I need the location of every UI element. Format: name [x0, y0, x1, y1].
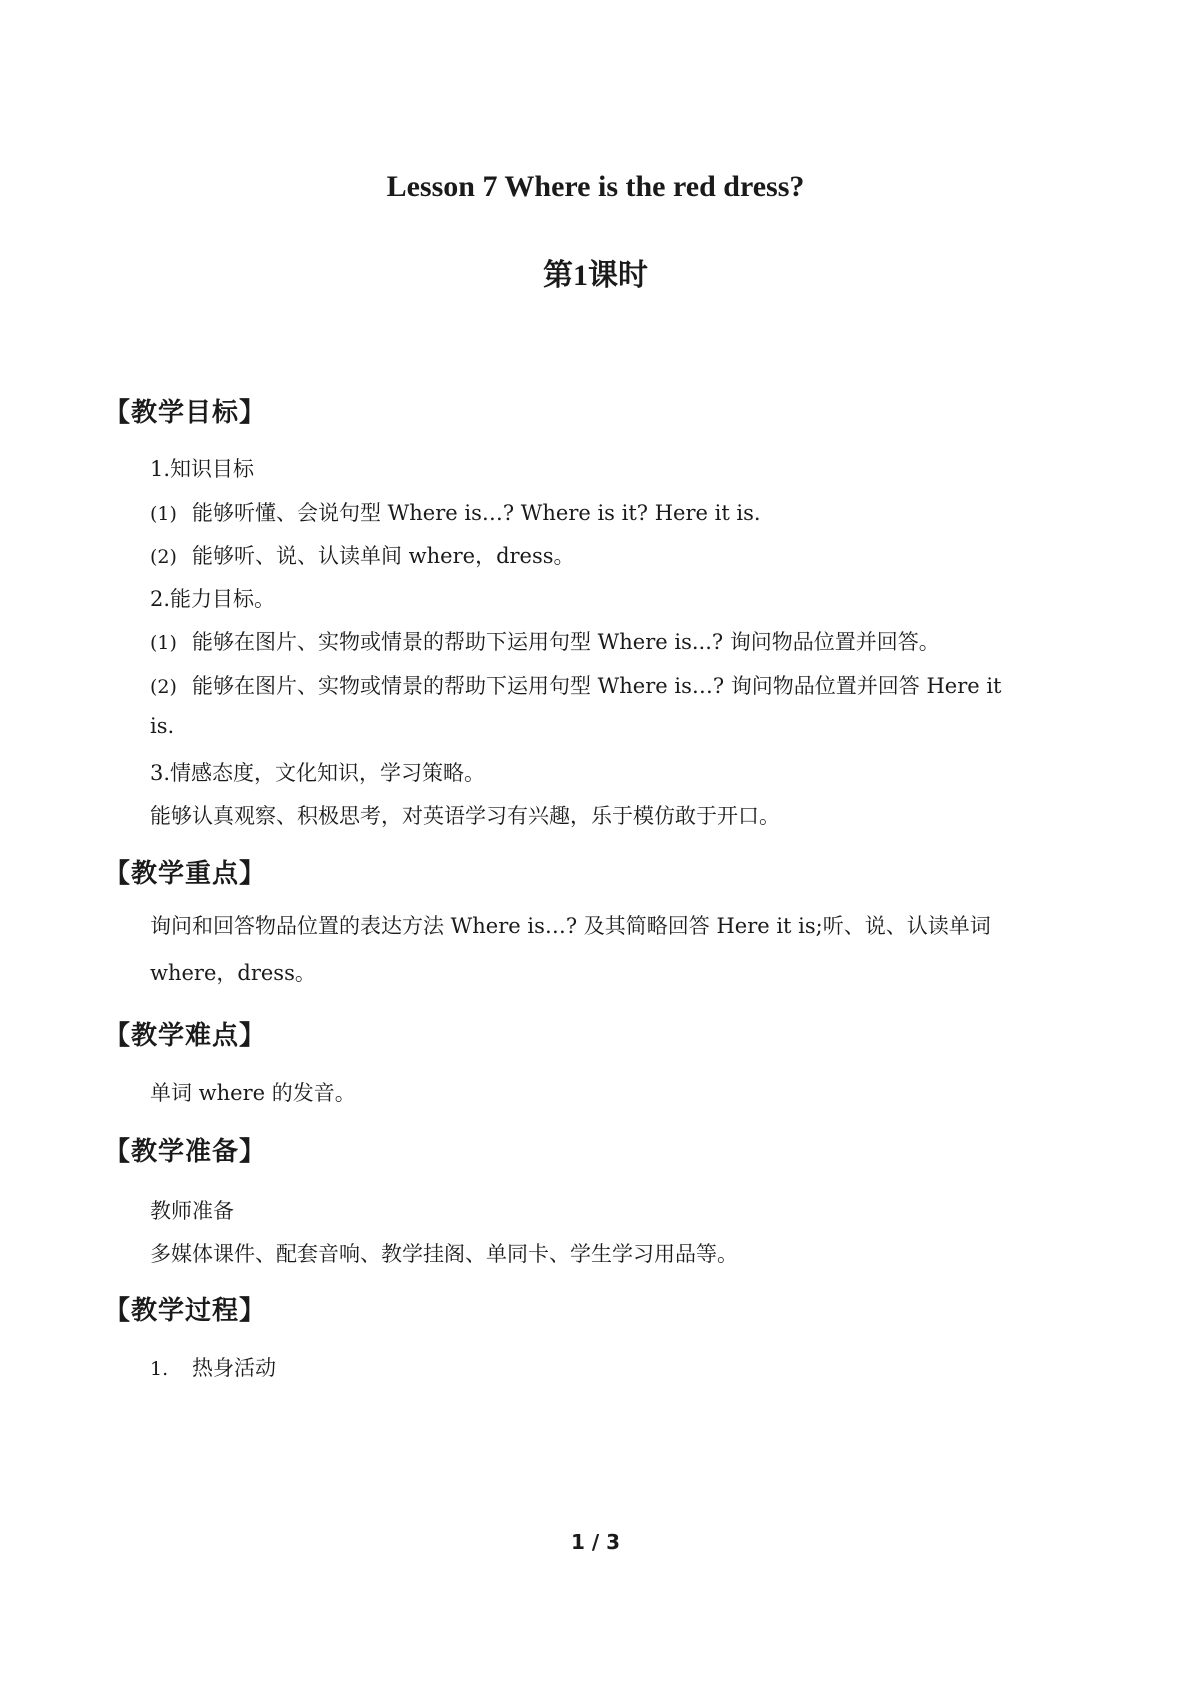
lesson-title: Lesson 7 Where is the red dress?: [386, 170, 805, 203]
process-step-1: [150, 1352, 276, 1382]
item-number: (2): [150, 546, 177, 568]
knowledge-goal-1: [150, 497, 761, 527]
item-number: 1.: [150, 1358, 169, 1380]
ability-goal-1: [150, 626, 940, 656]
difficulties-text: 单词 where 的发音。: [150, 1081, 356, 1105]
emotion-goal-text: 能够认真观察、积极思考，对英语学习有兴趣，乐于模仿敢于开口。: [150, 804, 780, 828]
item-number: (1): [150, 632, 177, 654]
item-text: 能够在图片、实物或情景的帮助下运用句型 Where is...? 询问物品位置并回答。: [192, 630, 940, 654]
page-number: 1 / 3: [570, 1530, 621, 1554]
item-text: 能够听、说、认读单间 where，dress。: [192, 544, 575, 568]
emotion-goal-title: 3.情感态度，文化知识，学习策略。: [150, 761, 486, 785]
ability-goal-title: 2.能力目标。: [150, 587, 276, 611]
knowledge-goal-2: [150, 540, 575, 570]
heading-process: 【教学过程】: [104, 1296, 267, 1326]
item-text: 热身活动: [192, 1356, 276, 1380]
item-text: 能够在图片、实物或情景的帮助下运用句型 Where is…? 询问物品位置并回答 Here it: [192, 674, 1002, 698]
preparation-items: 多媒体课件、配套音响、教学挂阁、单同卡、学生学习用品等。: [150, 1242, 738, 1266]
key-points-text: 询问和回答物品位置的表达方法 Where is…? 及其简略回答 Here it is;听、说、认读单词 where，dress。: [150, 914, 991, 985]
heading-objectives: 【教学目标】: [104, 398, 267, 428]
heading-preparation: 【教学准备】: [104, 1137, 267, 1167]
knowledge-goal-title: 1.知识目标: [150, 457, 255, 481]
preparation-teacher: 教师准备: [150, 1199, 234, 1223]
heading-difficulties: 【教学难点】: [104, 1021, 267, 1051]
item-number: (2): [150, 676, 177, 698]
ability-goal-2-continued: is.: [150, 714, 175, 738]
item-text: 能够听懂、会说句型 Where is…? Where is it? Here it is.: [192, 501, 761, 525]
item-number: (1): [150, 503, 177, 525]
lesson-subtitle: 第1课时: [543, 259, 648, 292]
ability-goal-2: [150, 670, 1002, 700]
heading-key-points: 【教学重点】: [104, 859, 267, 889]
